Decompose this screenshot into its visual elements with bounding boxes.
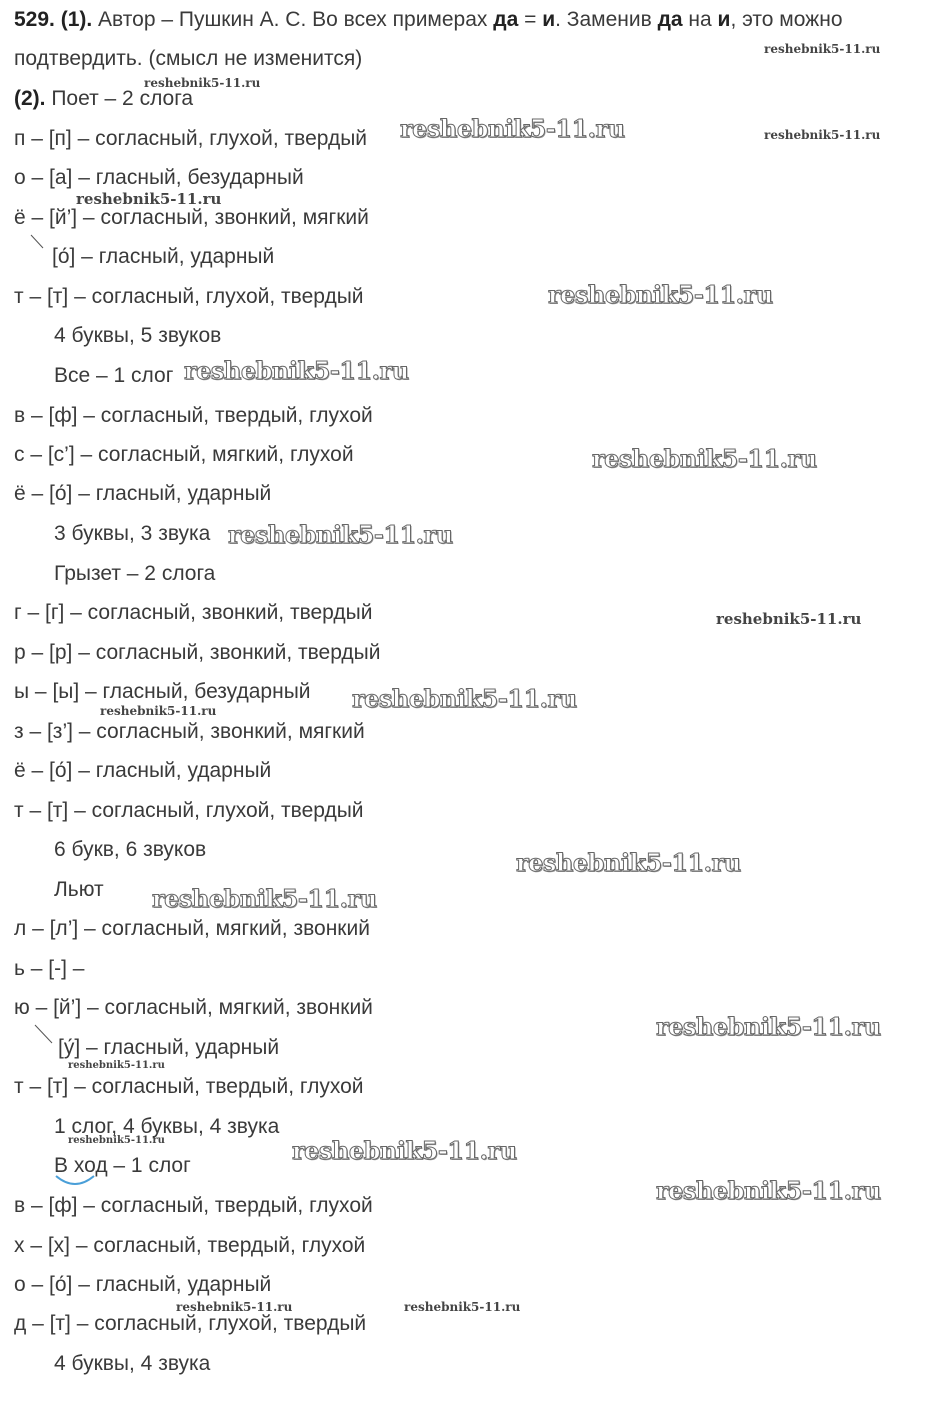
text-line: ы – [ы] – гласный, безударный — [14, 680, 311, 703]
watermark: reshebnik5-11.ru — [184, 356, 409, 385]
header-text-c: . Заменив — [555, 8, 658, 31]
text-line: ё – [о́] – гласный, ударный — [14, 759, 272, 782]
text-line: з – [з’] – согласный, звонкий, мягкий — [14, 720, 365, 743]
watermark: reshebnik5-11.ru — [152, 884, 377, 913]
text-line: Льют — [54, 878, 104, 901]
prefix-arc-mark — [52, 1172, 98, 1190]
text-line: ю – [й’] – согласный, мягкий, звонкий — [14, 996, 373, 1019]
header-text-e: , это можно — [730, 8, 843, 31]
task-header-line-1 — [14, 8, 843, 32]
text-line: 4 буквы, 5 звуков — [54, 324, 222, 347]
text-line: о – [о́] – гласный, ударный — [14, 1273, 272, 1296]
text-line: т – [т] – согласный, твердый, глухой — [14, 1075, 364, 1098]
watermark-small: reshebnik5-11.ru — [68, 1135, 165, 1146]
text-line: г – [г] – согласный, звонкий, твердый — [14, 601, 373, 624]
watermark: reshebnik5-11.ru — [548, 280, 773, 309]
syllable-split-mark — [32, 1022, 56, 1048]
text-line: 3 буквы, 3 звука — [54, 522, 211, 545]
watermark-small: reshebnik5-11.ru — [764, 42, 881, 56]
text-line: 1 слог, 4 буквы, 4 звука — [54, 1115, 280, 1138]
text-line: с – [с’] – согласный, мягкий, глухой — [14, 443, 354, 466]
text-line: в – [ф] – согласный, твердый, глухой — [14, 1194, 373, 1217]
text-line: [о́] – гласный, ударный — [52, 245, 275, 268]
text-line: т – [т] – согласный, глухой, твердый — [14, 285, 364, 308]
word-da: да — [493, 8, 519, 31]
watermark-small: reshebnik5-11.ru — [76, 190, 222, 208]
watermark: reshebnik5-11.ru — [228, 520, 453, 549]
word-i: и — [542, 8, 556, 31]
text-line: В ход – 1 слог — [54, 1154, 191, 1177]
header-text-a: Автор – Пушкин А. С. Во всех примерах — [92, 8, 494, 31]
watermark-small: reshebnik5-11.ru — [716, 610, 862, 628]
text-line: о – [а] – гласный, безударный — [14, 166, 304, 189]
text-line: п – [п] – согласный, глухой, твердый — [14, 127, 368, 150]
watermark: reshebnik5-11.ru — [352, 684, 577, 713]
part-1-label: (1). — [60, 8, 93, 31]
part-2-label: (2). — [14, 87, 46, 110]
text-line: ь – [-] – — [14, 957, 85, 980]
syllable-split-mark — [28, 232, 48, 252]
text-line: Грызет – 2 слога — [54, 562, 216, 585]
task-header-line-2: подтвердить. (смысл не изменится) — [14, 47, 363, 70]
watermark-small: reshebnik5-11.ru — [100, 704, 217, 718]
text-line: ё – [й’] – согласный, звонкий, мягкий — [14, 206, 369, 229]
header-text-b: = — [518, 8, 543, 31]
text-line: 6 букв, 6 звуков — [54, 838, 207, 861]
watermark: reshebnik5-11.ru — [516, 848, 741, 877]
text-line: р – [р] – согласный, звонкий, твердый — [14, 641, 381, 664]
watermark: reshebnik5-11.ru — [292, 1136, 517, 1165]
text-line: л – [л’] – согласный, мягкий, звонкий — [14, 917, 370, 940]
text-line: ё – [о́] – гласный, ударный — [14, 482, 272, 505]
text-line: д – [т] – согласный, глухой, твердый — [14, 1312, 367, 1335]
word-i-2: и — [717, 8, 731, 31]
text-line: в – [ф] – согласный, твердый, глухой — [14, 404, 373, 427]
text-line: [у́] – гласный, ударный — [58, 1036, 280, 1059]
watermark-small: reshebnik5-11.ru — [764, 128, 881, 142]
text-line: Все – 1 слог — [54, 364, 174, 387]
header-text-d: на — [682, 8, 718, 31]
part-2-text: Поет – 2 слога — [45, 87, 194, 110]
text-line: 4 буквы, 4 звука — [54, 1352, 211, 1375]
word-da-2: да — [657, 8, 683, 31]
watermark-small: reshebnik5-11.ru — [144, 76, 261, 90]
watermark: reshebnik5-11.ru — [656, 1012, 881, 1041]
text-line: т – [т] – согласный, глухой, твердый — [14, 799, 364, 822]
task-number: 529. — [14, 8, 55, 31]
watermark-small: reshebnik5-11.ru — [68, 1060, 165, 1071]
text-line: х – [х] – согласный, твердый, глухой — [14, 1234, 366, 1257]
watermark: reshebnik5-11.ru — [656, 1176, 881, 1205]
part-2-line — [14, 87, 193, 111]
watermark-small: reshebnik5-11.ru — [404, 1300, 521, 1314]
watermark: reshebnik5-11.ru — [592, 444, 817, 473]
watermark: reshebnik5-11.ru — [400, 114, 625, 143]
watermark-small: reshebnik5-11.ru — [176, 1300, 293, 1314]
